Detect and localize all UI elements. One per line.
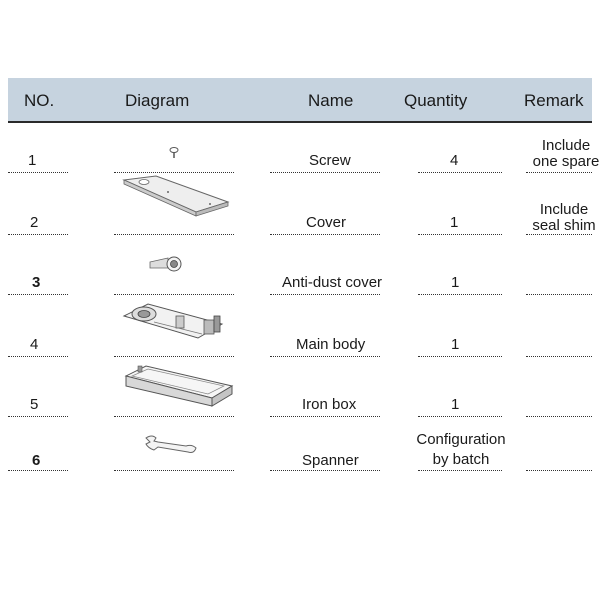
divider	[114, 356, 234, 357]
row-name: Cover	[306, 214, 347, 231]
row-name: Anti-dust cover	[282, 274, 383, 291]
divider	[270, 294, 380, 295]
remark-line: one spare	[532, 153, 600, 170]
main-body-icon	[118, 298, 228, 344]
divider	[270, 356, 380, 357]
divider	[114, 416, 234, 417]
divider	[526, 470, 592, 471]
divider	[270, 234, 380, 235]
divider	[526, 172, 592, 173]
quantity-line: by batch	[432, 451, 490, 468]
divider	[526, 294, 592, 295]
remark-line: Include	[541, 137, 591, 154]
row-number: 2	[30, 214, 39, 231]
divider	[8, 416, 68, 417]
row-name: Screw	[309, 152, 351, 169]
row-quantity: 1	[451, 336, 460, 353]
table-header	[8, 78, 592, 123]
row-remark	[526, 138, 600, 170]
divider	[418, 470, 502, 471]
divider	[114, 470, 234, 471]
row-quantity: 1	[451, 274, 460, 291]
row-number: 4	[30, 336, 39, 353]
table-row	[8, 182, 596, 244]
divider	[526, 416, 592, 417]
divider	[114, 294, 234, 295]
divider	[8, 470, 68, 471]
remark-line: Include	[539, 201, 589, 218]
quantity-line: Configuration	[416, 431, 506, 448]
row-quantity	[408, 430, 514, 470]
row-number: 1	[28, 152, 37, 169]
divider	[114, 172, 234, 173]
divider	[418, 172, 502, 173]
divider	[270, 172, 380, 173]
header-diagram: Diagram	[125, 91, 190, 110]
row-number: 3	[32, 274, 41, 291]
header-no: NO.	[24, 91, 55, 110]
divider	[526, 234, 592, 235]
row-name: Spanner	[302, 452, 359, 469]
table-row	[8, 302, 592, 364]
row-number: 6	[32, 452, 41, 469]
divider	[418, 356, 502, 357]
screw-icon	[168, 146, 180, 160]
row-name: Iron box	[302, 396, 357, 413]
divider	[418, 416, 502, 417]
divider	[8, 356, 68, 357]
remark-line: seal shim	[532, 217, 596, 234]
table-row	[8, 242, 592, 304]
table-row	[8, 362, 592, 424]
anti-dust-cover-icon	[148, 254, 188, 274]
header-remark: Remark	[524, 91, 584, 110]
divider	[8, 294, 68, 295]
row-quantity: 1	[450, 214, 459, 231]
row-number: 5	[30, 396, 39, 413]
divider	[270, 470, 380, 471]
spanner-icon	[142, 432, 202, 456]
divider	[526, 356, 592, 357]
iron-box-icon	[120, 362, 236, 408]
table-row	[8, 422, 592, 484]
divider	[418, 234, 502, 235]
row-quantity: 4	[450, 152, 459, 169]
row-name: Main body	[296, 336, 366, 353]
divider	[8, 172, 68, 173]
divider	[270, 416, 380, 417]
header-name: Name	[308, 91, 354, 110]
divider	[8, 234, 68, 235]
header-quantity: Quantity	[404, 91, 468, 110]
row-remark	[522, 202, 600, 234]
row-quantity: 1	[451, 396, 460, 413]
divider	[114, 234, 234, 235]
cover-plate-icon	[116, 174, 236, 222]
table-row	[8, 120, 600, 182]
divider	[418, 294, 502, 295]
